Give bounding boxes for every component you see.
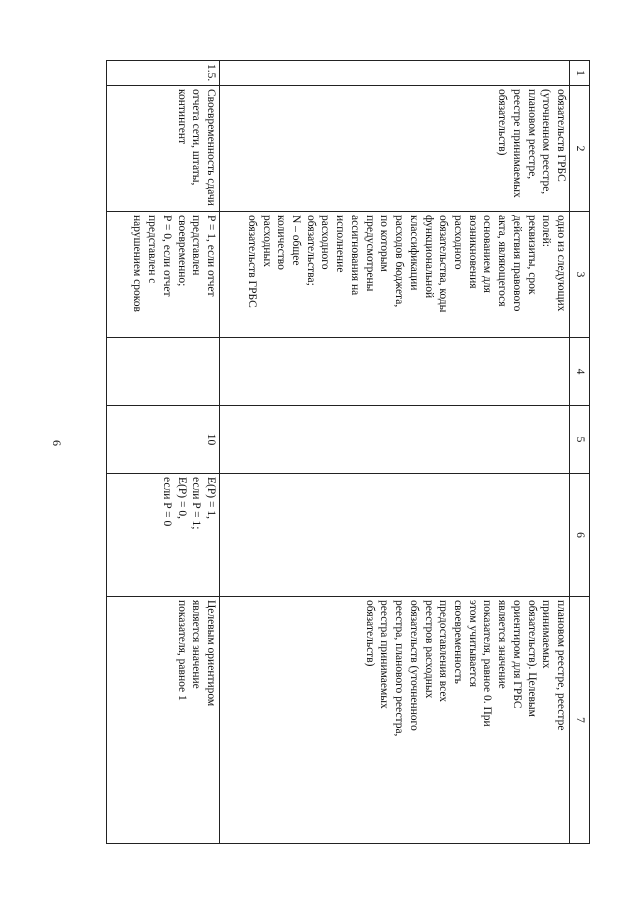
column-header-3: 3 <box>570 212 590 338</box>
cell-number: 1.5. <box>107 61 220 86</box>
cell-indicator-name: Своевременность сдачи отчета сети, штаты, контингент <box>107 86 220 212</box>
column-header-6: 6 <box>570 474 590 597</box>
cell-indicator-name: обязательств ГРБС (уточненном реестре, плановом реестре, реестре принимаемых обязательств) <box>220 86 570 212</box>
cell-weight: 10 <box>107 406 220 474</box>
cell-formula: одно из следующих полей: реквизиты, срок действия правового акта, являющегося основанием для возникновения расходного обязательства, коды функциональной классификации расходов бюджета, по которым предусмотрены ассигнования на исполнение расходного обязательства; N – общее количество расходных обязательств ГРБС <box>220 212 570 338</box>
column-header-2: 2 <box>570 86 590 212</box>
indicator-table <box>106 60 590 844</box>
cell-comment: плановом реестре, реестре принимаемых обязательств). Целевым ориентиром для ГРБС является значение показателя, равное 0. При этом учитывается своевременность предоставления всех реестров расходных обязательств (уточненного реестра, планового реестра, реестра принимаемых обязательств) <box>220 597 570 844</box>
cell-evaluation <box>220 474 570 597</box>
table-row <box>220 61 570 844</box>
table-row <box>107 61 220 844</box>
cell-column-4 <box>107 338 220 406</box>
cell-number <box>220 61 570 86</box>
indicator-table-container <box>106 60 590 843</box>
cell-column-4 <box>220 338 570 406</box>
column-header-1: 1 <box>570 61 590 86</box>
table-header-row <box>570 61 590 844</box>
cell-comment: Целевым ориентиром является значение показателя, равное 1 <box>107 597 220 844</box>
cell-evaluation: E(P) = 1, если P = 1; E(P) = 0, если P = 0 <box>107 474 220 597</box>
page-number: 6 <box>50 440 64 446</box>
cell-formula: P = 1, если отчет представлен своевременно; P = 0, если отчет представлен с нарушением сроков <box>107 212 220 338</box>
cell-weight <box>220 406 570 474</box>
column-header-4: 4 <box>570 338 590 406</box>
column-header-5: 5 <box>570 406 590 474</box>
column-header-7: 7 <box>570 597 590 844</box>
